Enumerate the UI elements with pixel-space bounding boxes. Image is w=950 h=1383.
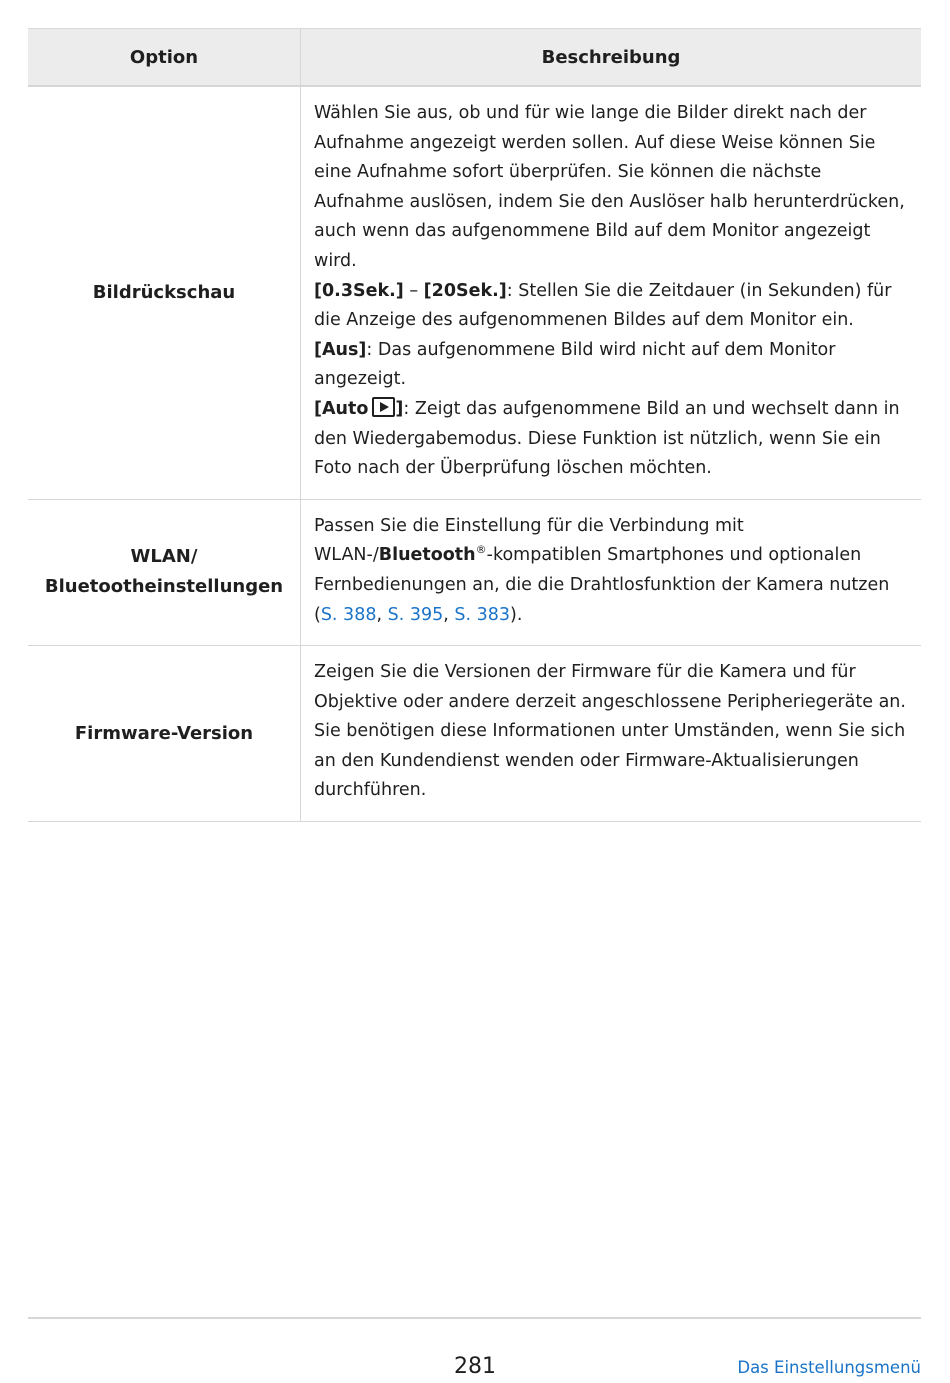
bracket-close: ] bbox=[395, 398, 404, 419]
table-header-row bbox=[28, 29, 921, 87]
table-row bbox=[28, 499, 921, 645]
option-name-firmware-version: Firmware-Version bbox=[28, 646, 301, 822]
option-name-line: Bluetootheinstellungen bbox=[44, 576, 284, 598]
description-text: Wählen Sie aus, ob und für wie lange die Bilder direkt nach der Aufnahme angezeigt werden sollen. Auf diese Weise können Sie eine Aufnahme sofort überprüfen. Sie können die nächste Aufnahme auslösen, indem Sie den Auslöser halb herunterdrücken, auch wenn das aufgenommene Bild auf dem Monitor angezeigt wird. bbox=[314, 103, 905, 271]
registered-mark: ® bbox=[475, 543, 487, 557]
column-header-option: Option bbox=[28, 29, 301, 87]
column-header-description: Beschreibung bbox=[301, 29, 922, 87]
section-link[interactable]: Das Einstellungsmenü bbox=[737, 1358, 921, 1377]
table-row bbox=[28, 646, 921, 822]
option-value-text: : Zeigt das aufgenommene Bild an und wechselt dann in den Wiedergabemodus. Diese Funktion ist nützlich, wenn Sie ein Foto nach der Überprüfung löschen möchten. bbox=[314, 398, 900, 479]
description-text: -kompatiblen Smartphones und optionalen Fernbedienungen an, die die Drahtlosfunktion der Kamera nutzen ( bbox=[314, 545, 890, 625]
description-cell bbox=[301, 646, 922, 822]
option-value-label: [Auto bbox=[314, 398, 369, 419]
option-value-text: : Stellen Sie die Zeitdauer (in Sekunden) für die Anzeige des aufgenommenen Bildes auf dem Monitor ein. bbox=[314, 280, 892, 331]
description-cell bbox=[301, 86, 922, 499]
description-text: Passen Sie die Einstellung für die Verbindung mit WLAN-/ bbox=[314, 515, 744, 566]
table-row bbox=[28, 86, 921, 499]
option-name-line: WLAN/ bbox=[130, 546, 198, 568]
footer-divider bbox=[28, 1317, 921, 1319]
dash: – bbox=[403, 280, 424, 301]
description-text: ). bbox=[510, 604, 523, 625]
option-value-label: [20Sek.] bbox=[423, 280, 507, 301]
page-number: 281 bbox=[454, 1354, 496, 1379]
option-value-text: : Das aufgenommene Bild wird nicht auf dem Monitor angezeigt. bbox=[314, 339, 836, 390]
playback-icon bbox=[372, 397, 395, 417]
description-cell bbox=[301, 499, 922, 645]
bluetooth-brand: Bluetooth bbox=[378, 545, 476, 566]
description-text: Zeigen Sie die Versionen der Firmware für die Kamera und für Objektive oder andere derzeit angeschlossene Peripheriegeräte an. Sie benötigen diese Informationen unter Umständen, wenn Sie sich an den Kundendienst wenden oder Firmware-Aktualisierungen durchführen. bbox=[314, 662, 906, 801]
page-link[interactable]: S. 388 bbox=[320, 604, 377, 625]
option-value-label: [Aus] bbox=[314, 339, 367, 360]
separator: , bbox=[376, 604, 388, 625]
page-link[interactable]: S. 383 bbox=[454, 604, 511, 625]
option-name-wlan-bluetooth bbox=[28, 499, 301, 645]
option-value-label: [0.3Sek.] bbox=[314, 280, 404, 301]
option-name-bildrueckschau: Bildrückschau bbox=[28, 86, 301, 499]
settings-table bbox=[28, 28, 921, 822]
page-link[interactable]: S. 395 bbox=[387, 604, 444, 625]
separator: , bbox=[443, 604, 455, 625]
